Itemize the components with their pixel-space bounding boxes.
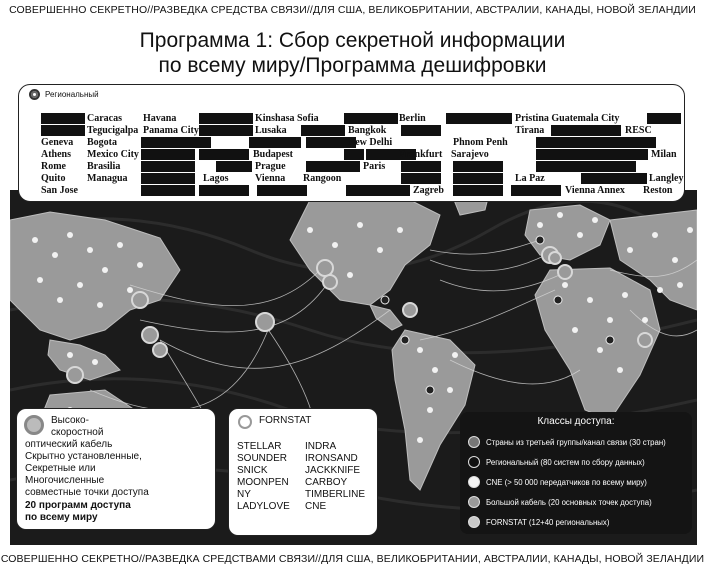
redaction-bar (257, 185, 307, 196)
legend-label: CNE (> 50 000 передатчиков по всему миру) (486, 477, 647, 487)
city-label: Vienna Annex (565, 185, 625, 196)
legend-dot-icon (468, 476, 480, 488)
fornstat-name: CARBOY (305, 477, 348, 488)
fiber-title-line: Высоко- (51, 415, 89, 426)
classification-banner-top: СОВЕРШЕННО СЕКРЕТНО//РАЗВЕДКА СРЕДСТВА СВЯЗИ//ДЛЯ США, ВЕЛИКОБРИТАНИИ, АВСТРАЛИИ, КАНАДЫ, НОВОЙ ЗЕЛАНДИИ (9, 4, 696, 16)
redaction-bar (141, 173, 195, 184)
city-label: Panama City (143, 125, 199, 136)
redaction-bar (581, 173, 647, 184)
redaction-bar (41, 113, 85, 124)
redaction-bar (453, 161, 503, 172)
legend-dot-icon (468, 456, 480, 468)
legend-label: FORNSTAT (12+40 региональных) (486, 517, 610, 527)
title-line-1: Программа 1: Сбор секретной информации (139, 29, 566, 52)
city-label: Lagos (203, 173, 229, 184)
city-label: Tegucigalpa (87, 125, 139, 136)
city-label: Kinshasa Sofia (255, 113, 319, 124)
fornstat-name-grid (237, 441, 375, 513)
redaction-bar (453, 173, 503, 184)
city-label: Reston (643, 185, 673, 196)
city-label: Zagreb (413, 185, 444, 196)
city-label: Milan (651, 149, 677, 160)
regional-sites-panel (18, 84, 685, 202)
fornstat-name: LADYLOVE (237, 501, 290, 512)
fiber-line: Скрытно установленные, (25, 451, 142, 462)
fornstat-name: NY (237, 489, 251, 500)
city-label: Phnom Penh (453, 137, 508, 148)
fiber-cable-panel (16, 408, 216, 530)
city-label: Langley (649, 173, 684, 184)
city-label: Geneva (41, 137, 74, 148)
fornstat-name: TIMBERLINE (305, 489, 366, 500)
city-label: Brasilia (87, 161, 121, 172)
regional-label: Региональный (45, 90, 99, 99)
city-label: Paris (363, 161, 386, 172)
redaction-bar (536, 137, 656, 148)
city-label: Tirana (515, 125, 545, 136)
redaction-bar (344, 113, 398, 124)
city-label: Vienna (255, 173, 286, 184)
redaction-bar (647, 113, 681, 124)
redaction-bar (401, 161, 441, 172)
legend-item-regional (468, 456, 645, 468)
redaction-bar (141, 149, 195, 160)
redaction-bar (401, 173, 441, 184)
legend-dot-icon (468, 436, 480, 448)
regional-dot-icon (29, 89, 40, 100)
redaction-bar (301, 125, 345, 136)
access-classes-legend (460, 412, 692, 534)
legend-item-fornstat (468, 516, 609, 528)
fornstat-name: STELLAR (237, 441, 282, 452)
legend-label: Большой кабель (20 основных точек доступа) (486, 497, 652, 507)
fornstat-panel (228, 408, 378, 536)
city-label: Bangkok (348, 125, 387, 136)
city-label: Sarajevo (451, 149, 489, 160)
fornstat-title: FORNSTAT (259, 415, 312, 426)
fiber-title-line: скоростной (51, 427, 104, 438)
fornstat-name: MOONPEN (237, 477, 289, 488)
fornstat-dot-icon (238, 415, 252, 429)
city-label: Lusaka (255, 125, 287, 136)
city-label: San Jose (41, 185, 78, 196)
legend-item-large-cable (468, 496, 652, 508)
redaction-bar (551, 125, 621, 136)
redaction-bar (141, 185, 195, 196)
legend-item-cne (468, 476, 647, 488)
fiber-bold-line: по всему миру (25, 512, 98, 523)
city-label: Athens (41, 149, 72, 160)
city-label: Prague (255, 161, 286, 172)
legend-item-third-party (468, 436, 666, 448)
redaction-bar (344, 149, 364, 160)
redaction-bar (199, 113, 253, 124)
fiber-line: Многочисленные (25, 475, 105, 486)
legend-label: Страны из третьей группы/канал связи (30 стран) (486, 437, 666, 447)
fiber-line: совместные точки доступа (25, 487, 149, 498)
redaction-bar (511, 185, 561, 196)
regional-city-list (41, 113, 684, 199)
redaction-bar (216, 161, 252, 172)
redaction-bar (199, 149, 249, 160)
city-label: Quito (41, 173, 66, 184)
fiber-description (25, 439, 149, 499)
fiber-bold-line: 20 программ доступа (25, 500, 131, 511)
fiber-line: оптический кабель (25, 439, 113, 450)
fornstat-name: INDRA (305, 441, 337, 452)
fornstat-name: JACKKNIFE (305, 465, 361, 476)
redaction-bar (453, 185, 503, 196)
city-label: Caracas (87, 113, 122, 124)
legend-dot-icon (468, 496, 480, 508)
fiber-line: Секретные или (25, 463, 96, 474)
redaction-bar (141, 137, 211, 148)
regional-header (29, 89, 99, 100)
city-label: Rome (41, 161, 66, 172)
city-label: Frankfurt (399, 149, 443, 160)
city-label: Budapest (253, 149, 294, 160)
page-title (0, 28, 705, 78)
fornstat-name: IRONSAND (305, 453, 358, 464)
redaction-bar (249, 137, 301, 148)
fiber-title (51, 415, 103, 439)
title-line-2: по всему миру/Программа дешифровки (158, 54, 547, 77)
city-label: Mexico City (87, 149, 139, 160)
legend-label: Региональный (80 систем по сбору данных) (486, 457, 645, 467)
legend-dot-icon (468, 516, 480, 528)
city-label: Bogota (87, 137, 117, 148)
redaction-bar (199, 125, 253, 136)
fiber-programs-count (25, 500, 131, 524)
legend-title: Классы доступа: (537, 416, 615, 427)
fornstat-name: CNE (305, 501, 327, 512)
redaction-bar (199, 185, 249, 196)
city-label: Pristina Guatemala City (515, 113, 620, 124)
redaction-bar (41, 125, 85, 136)
fornstat-name: SOUNDER (237, 453, 288, 464)
city-label: Rangoon (303, 173, 342, 184)
redaction-bar (141, 161, 195, 172)
redaction-bar (446, 113, 512, 124)
classification-banner-bottom: СОВЕРШЕННО СЕКРЕТНО//РАЗВЕДКА СРЕДСТВАМИ СВЯЗИ//ДЛЯ США, ВЕЛИКОБРИТАНИИ, АВСТРАЛИИ, КАНАДЫ, НОВОЙ ЗЕЛАНДИИ (0, 553, 705, 565)
redaction-bar (536, 149, 648, 160)
city-label: New Delhi (348, 137, 393, 148)
city-label: La Paz (515, 173, 545, 184)
redaction-bar (346, 185, 410, 196)
city-label: Berlin (399, 113, 426, 124)
redaction-bar (401, 125, 441, 136)
fiber-dot-icon (24, 415, 44, 435)
city-label: RESC (625, 125, 652, 136)
fornstat-name: SNICK (237, 465, 268, 476)
redaction-bar (536, 161, 636, 172)
redaction-bar (306, 161, 360, 172)
city-label: Managua (87, 173, 128, 184)
city-label: Havana (143, 113, 177, 124)
